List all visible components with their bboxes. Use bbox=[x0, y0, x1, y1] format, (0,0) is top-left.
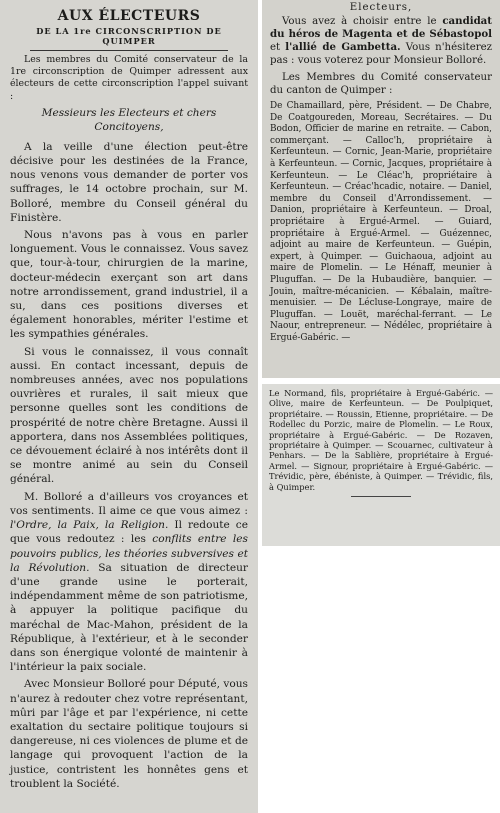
paragraph-4-italic-b: l'Ordre, la Paix, la Religion. bbox=[10, 519, 169, 532]
end-rule bbox=[351, 496, 411, 497]
choice-paragraph bbox=[270, 15, 492, 67]
paragraph-4-text-e: Sa situation de directeur d'une grande usine le porterait, indépendamment même de son patriotisme, à appuyer la politique pacifique du maréchal de Mac-Mahon, président de la République, à l'extérieur, et à le seconder dans son énergique volonté de maintenir à l'intérieur la paix sociale. bbox=[10, 561, 248, 674]
article-title: AUX ÉLECTEURS bbox=[57, 8, 201, 24]
paragraph-3: Si vous le connaissez, il vous connaît aussi. En contact incessant, depuis de nombreuses années, avec nos populations ouvrières et rurales, il sait mieux que personne quelles sont les conditions de prospérité de notre chère Bretagne. Aussi il apportera, dans nos Assemblées politiques, ce dévouement éclairé à nos intérêts dont il se montre animé au sein du Conseil général. bbox=[10, 345, 248, 486]
paragraph-1: A la veille d'une élection peut-être décisive pour les destinées de la France, nous venons vous demander de porter vos suffrages, le 14 octobre prochain, sur M. Bolloré, membre du Conseil général du Finistère. bbox=[10, 140, 248, 224]
choice-text-e: Vous n'hésiterez pas : vous voterez pour Monsieur Bolloré. bbox=[270, 42, 492, 66]
committee-names-continued: Le Normand, fils, propriétaire à Ergué-Gabéric. — Olive, maire de Kerfeunteun. — De Poulpiquet, propriétaire. — Roussin, Etienne, propriétaire. — De Rodellec du Porzic, maire de Plomelin. — Le Roux, propriétaire à Ergué-Gabéric. — De Rozaven, propriétaire à Quimper. — Scouarnec, cultivateur à Penhars. — De la Sablière, propriétaire à Ergué-Armel. — Signour, propriétaire à Ergué-Gabéric. — Trévidic, père, ébéniste, à Quimper. — Trévidic, fils, à Quimper. bbox=[269, 388, 493, 492]
paragraph-4-text-a: M. Bolloré a d'ailleurs vos croyances et vos sentiments. Il aime ce que vous aimez : bbox=[10, 490, 248, 517]
paragraph-4 bbox=[10, 490, 248, 675]
title-rule bbox=[30, 50, 228, 51]
committee-intro: Les Membres du Comité conservateur du canton de Quimper : bbox=[270, 72, 492, 96]
paragraph-4-italic-d: conflits entre les pouvoirs publics, les théories subversives et la Révolution. bbox=[10, 533, 248, 574]
article-subtitle: DE LA 1re CIRCONSCRIPTION DE QUIMPER bbox=[36, 26, 222, 46]
right-bottom-clipping bbox=[262, 384, 500, 546]
paragraph-5: Avec Monsieur Bolloré pour Député, vous n'aurez à redouter chez votre représentant, mûri par l'âge et par l'expérience, ni cette exaltation du sectaire politique toujours si dangereuse, ni ces violences de plume et de langage qui provoquent l'action de la justice, contristent les honnêtes gens et troublent la Société. bbox=[10, 678, 248, 790]
right-top-clipping bbox=[262, 0, 500, 378]
choice-bold-d: l'allié de Gambetta. bbox=[285, 41, 401, 53]
electeurs-heading: Electeurs, bbox=[349, 2, 413, 13]
intro-paragraph: Les membres du Comité conservateur de la 1re circonscription de Quimper adressent aux électeurs de cette circonscription l'appel suivant : bbox=[10, 54, 248, 102]
paragraph-2: Nous n'avons pas à vous en parler longuement. Vous le connaissez. Vous savez que, tour-à-tour, chirurgien de la marine, docteur-médecin exerçant son art dans notre arrondissement, grand industriel, il a su, dans ces positions diverses et également honorables, mériter l'estime et les sympathies générales. bbox=[10, 229, 248, 341]
choice-text-a: Vous avez à choisir entre le bbox=[282, 16, 443, 27]
paragraph-4-text-c: Il redoute ce que vous redoutez : les bbox=[10, 519, 248, 546]
choice-text-c: et bbox=[270, 42, 286, 53]
salutation: Messieurs les Electeurs et chers Concitoyens, bbox=[41, 106, 217, 133]
committee-names-list: De Chamaillard, père, Président. — De Chabre, De Coatgoureden, Moreau, Secrétaires. — Du Bodon, Officier de marine en retraite. — Cabon, commerçant. — Calloc'h, propriétaire à Kerfeunteun. — Cornic, Jean-Marie, propriétaire à Kerfeunteun. — Cornic, Jacques, propriétaire à Kerfeunteun. — Le Cléac'h, propriétaire à Kerfeunteun. — Créac'hcadic, notaire. — Daniel, membre du Conseil d'Arrondissement. — Danion, propriétaire à Kerfeunteun. — Droal, propriétaire à Ergué-Armel. — Guiard, propriétaire à Ergué-Armel. — Guézennec, adjoint au maire de Kerfeunteun. — Guépin, expert, à Quimper. — Guichaoua, adjoint au maire de Plomelin. — Le Hénaff, meunier à Pluguffan. — De la Hubaudière, banquier. — Jouin, maître-mécanicien. — Kébalain, maître-menuisier. — De Lécluse-Longraye, maire de Pluguffan. — Louët, maréchal-ferrant. — Le Naour, entrepreneur. — Nédélec, propriétaire à Ergué-Gabéric. — bbox=[270, 101, 492, 343]
choice-bold-b: candidat du héros de Magenta et de Sébastopol bbox=[270, 15, 492, 40]
